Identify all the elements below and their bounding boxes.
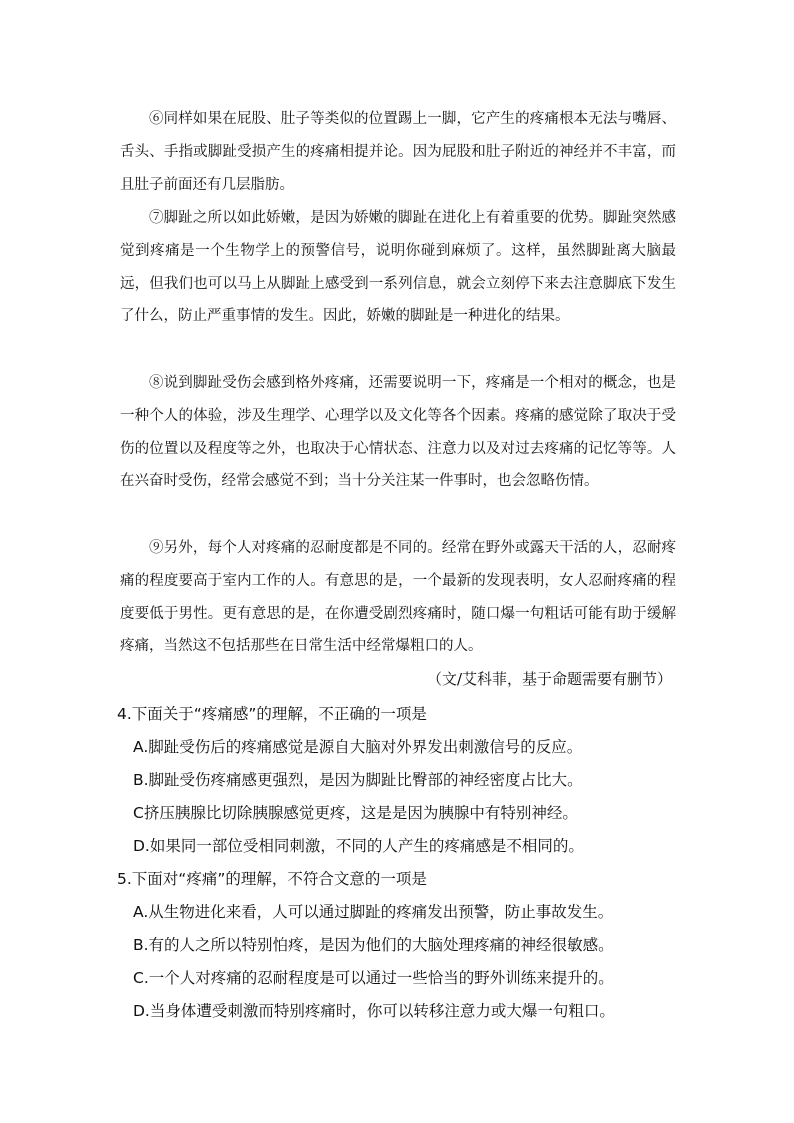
question-4-option-c: C挤压胰腺比切除胰腺感觉更疼，这是是因为胰腺中有特别神经。 — [133, 804, 578, 822]
paragraph-6: ⑥同样如果在屁股、肚子等类似的位置踢上一脚，它产生的疼痛根本无法与嘴唇、舌头、手指或脚趾受损产生的疼痛相提并论。因为屁股和肚子附近的神经并不丰富，而且肚子前面还有几层脂肪。 — [120, 111, 676, 193]
paragraph-8: ⑧说到脚趾受伤会感到格外疼痛，还需要说明一下，疼痛是一个相对的概念，也是一种个人的体验，涉及生理学、心理学以及文化等各个因素。疼痛的感觉除了取决于受伤的位置以及程度等之外，也取决于心情状态、注意力以及对过去疼痛的记忆等等。人在兴奋时受伤，经常会感觉不到；当十分关注某一件事时，也会忽略伤情。 — [120, 375, 676, 490]
question-5-option-d: D.当身体遭受刺激而特别疼痛时，你可以转移注意力或大爆一句粗口。 — [133, 1002, 615, 1020]
paragraph-9: ⑨另外，每个人对疼痛的忍耐度都是不同的。经常在野外或露天干活的人，忍耐疼痛的程度要高于室内工作的人。有意思的是，一个最新的发现表明，女人忍耐疼痛的程度要低于男性。更有意思的是，在你遭受剧烈疼痛时，随口爆一句粗话可能有助于缓解疼痛，当然这不包括那些在日常生活中经常爆粗口的人。 — [120, 540, 676, 655]
source-citation: （文/艾科菲，基于命题需要有删节） — [426, 670, 672, 688]
question-5-option-b: B.有的人之所以特别怕疼，是因为他们的大脑处理疼痛的神经很敏感。 — [133, 936, 614, 954]
question-5-stem: 5.下面对“疼痛”的理解，不符合文意的一项是 — [117, 870, 427, 888]
question-4-option-a: A.脚趾受伤后的疼痛感觉是源自大脑对外界发出刺激信号的反应。 — [133, 738, 583, 756]
question-5-option-a: A.从生物进化来看，人可以通过脚趾的疼痛发出预警，防止事故发生。 — [133, 903, 614, 921]
question-4-option-d: D.如果同一部位受相同刺激，不同的人产生的疼痛感是不相同的。 — [133, 837, 584, 855]
question-5-option-c: C.一个人对疼痛的忍耐程度是可以通过一些恰当的野外训练来提升的。 — [133, 969, 614, 987]
question-4-option-b: B.脚趾受伤疼痛感更强烈，是因为脚趾比臀部的神经密度占比大。 — [133, 771, 583, 789]
paragraph-7: ⑦脚趾之所以如此娇嫩，是因为娇嫩的脚趾在进化上有着重要的优势。脚趾突然感觉到疼痛是一个生物学上的预警信号，说明你碰到麻烦了。这样，虽然脚趾离大脑最远，但我们也可以马上从脚趾上感受到一系列信息，就会立刻停下来去注意脚底下发生了什么，防止严重事情的发生。因此，娇嫩的脚趾是一种进化的结果。 — [120, 210, 676, 325]
question-4-stem: 4.下面关于“疼痛感”的理解，不正确的一项是 — [117, 705, 427, 723]
